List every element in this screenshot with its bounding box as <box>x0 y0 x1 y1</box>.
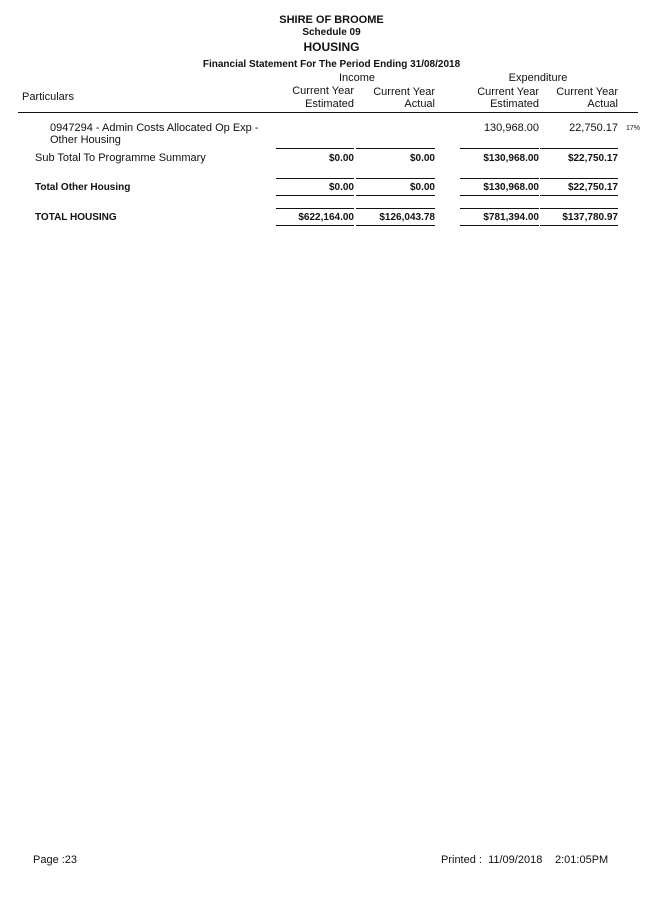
total-housing-expenditure-actual: $137,780.97 <box>562 212 618 223</box>
total-housing-expenditure-estimated: $781,394.00 <box>483 212 539 223</box>
expenditure-header: Expenditure <box>508 72 568 84</box>
total-housing-rule-inc-est <box>276 208 354 209</box>
schedule-label: Schedule 09 <box>302 27 361 38</box>
row-label-line2: Other Housing <box>50 134 121 146</box>
total-other-rule-exp-act <box>540 178 618 179</box>
income-actual-header-line2: Actual <box>404 98 435 110</box>
printed-date: Printed : 11/09/2018 <box>441 854 543 866</box>
subtotal-expenditure-estimated: $130,968.00 <box>483 153 539 164</box>
expenditure-actual-header-line2: Actual <box>587 98 618 110</box>
total-housing-underline-exp-act <box>540 225 618 226</box>
total-housing-rule-exp-act <box>540 208 618 209</box>
row-expenditure-estimated: 130,968.00 <box>483 122 539 134</box>
total-housing-label: TOTAL HOUSING <box>35 212 117 223</box>
total-housing-rule-exp-est <box>460 208 539 209</box>
expenditure-estimated-header-line1: Current Year <box>477 86 539 98</box>
income-estimated-header-line1: Current Year <box>292 85 354 97</box>
subtotal-label: Sub Total To Programme Summary <box>35 152 206 164</box>
expenditure-estimated-header-line2: Estimated <box>490 98 539 110</box>
total-other-underline-inc-est <box>276 195 354 196</box>
total-housing-rule-inc-act <box>356 208 435 209</box>
statement-title: Financial Statement For The Period Ending 31/08/2018 <box>202 59 461 70</box>
page-number: Page :23 <box>33 854 78 866</box>
subtotal-rule-exp-est <box>460 148 539 149</box>
total-other-underline-inc-act <box>356 195 435 196</box>
row-expenditure-actual: 22,750.17 <box>569 122 618 134</box>
total-other-income-actual: $0.00 <box>409 182 435 193</box>
printed-time: 2:01:05PM <box>555 854 609 866</box>
org-name: SHIRE OF BROOME <box>279 14 384 26</box>
total-housing-income-actual: $126,043.78 <box>379 212 435 223</box>
total-other-income-estimated: $0.00 <box>328 182 354 193</box>
subtotal-income-actual: $0.00 <box>409 153 435 164</box>
total-housing-underline-inc-est <box>276 225 354 226</box>
total-other-underline-exp-est <box>460 195 539 196</box>
total-other-rule-exp-est <box>460 178 539 179</box>
header-rule <box>18 112 638 113</box>
total-other-label: Total Other Housing <box>35 182 131 193</box>
total-other-expenditure-estimated: $130,968.00 <box>483 182 539 193</box>
income-actual-header-line1: Current Year <box>373 86 435 98</box>
subtotal-income-estimated: $0.00 <box>328 153 354 164</box>
subtotal-rule-inc-est <box>276 148 354 149</box>
total-other-expenditure-actual: $22,750.17 <box>567 182 618 193</box>
subtotal-expenditure-actual: $22,750.17 <box>567 153 618 164</box>
subtotal-rule-inc-act <box>356 148 435 149</box>
total-other-rule-inc-est <box>276 178 354 179</box>
total-other-underline-exp-act <box>540 195 618 196</box>
total-housing-income-estimated: $622,164.00 <box>298 212 354 223</box>
expenditure-actual-header-line1: Current Year <box>556 86 618 98</box>
subtotal-rule-exp-act <box>540 148 618 149</box>
income-header: Income <box>338 72 376 84</box>
row-label-line1: 0947294 - Admin Costs Allocated Op Exp - <box>50 122 259 134</box>
total-housing-underline-inc-act <box>356 225 435 226</box>
row-percent: 17% <box>626 125 641 132</box>
income-estimated-header-line2: Estimated <box>305 98 354 110</box>
particulars-header: Particulars <box>22 91 74 103</box>
total-housing-underline-exp-est <box>460 225 539 226</box>
program-title: HOUSING <box>303 40 360 54</box>
total-other-rule-inc-act <box>356 178 435 179</box>
